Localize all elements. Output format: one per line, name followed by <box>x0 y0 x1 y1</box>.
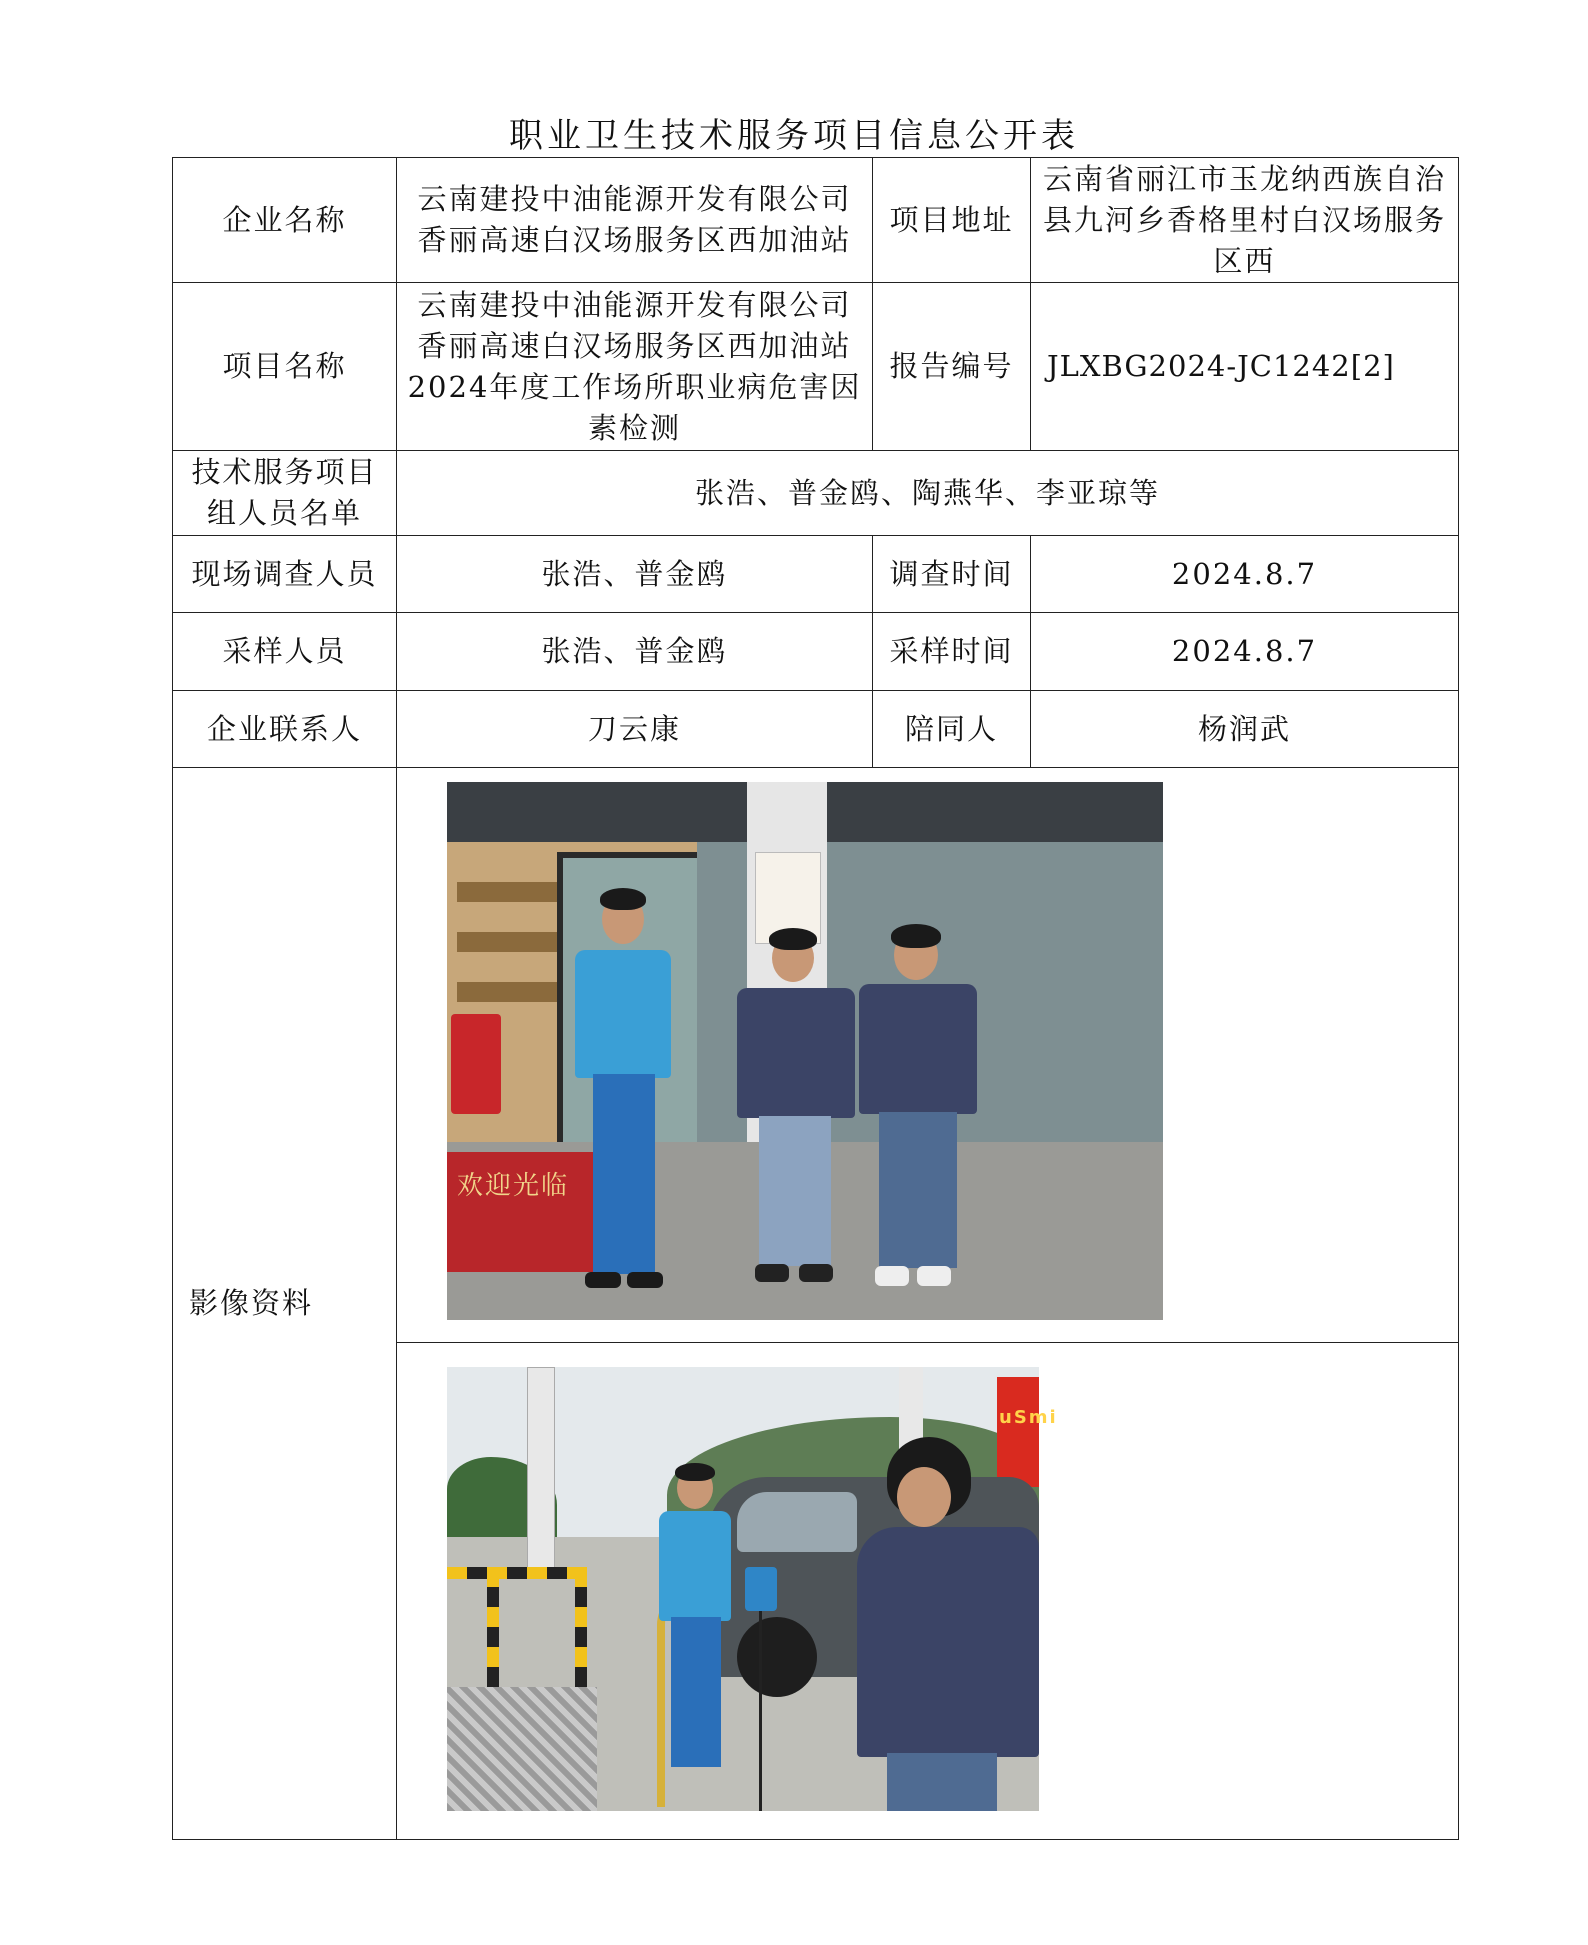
company-label: 企业名称 <box>173 158 397 283</box>
sampling-photo <box>447 1367 1058 1811</box>
survey-staff-value: 张浩、普金鸥 <box>397 536 873 613</box>
address-label: 项目地址 <box>873 158 1031 283</box>
project-value: 云南建投中油能源开发有限公司香丽高速白汉场服务区西加油站2024年度工作场所职业病危害因素检测 <box>397 283 873 451</box>
sampling-staff-label: 采样人员 <box>173 613 397 691</box>
sampling-time-value: 2024.8.7 <box>1031 613 1459 691</box>
sampling-time-label: 采样时间 <box>873 613 1031 691</box>
car-wheel <box>737 1617 817 1697</box>
sampling-staff-value: 张浩、普金鸥 <box>397 613 873 691</box>
brand-sign <box>997 1377 1058 1487</box>
mat-text: 欢迎光临 <box>457 1171 570 1201</box>
report-value: JLXBG2024-JC1242[2] <box>1031 283 1459 451</box>
team-label: 技术服务项目组人员名单 <box>173 451 397 536</box>
row-team <box>173 451 1459 536</box>
row-survey <box>173 536 1459 613</box>
company-value: 云南建投中油能源开发有限公司香丽高速白汉场服务区西加油站 <box>397 158 873 283</box>
contact-value: 刀云康 <box>397 691 873 768</box>
red-cooler <box>451 1014 501 1114</box>
escort-label: 陪同人 <box>873 691 1031 768</box>
survey-time-value: 2024.8.7 <box>1031 536 1459 613</box>
survey-staff-label: 现场调查人员 <box>173 536 397 613</box>
car-window <box>737 1492 857 1552</box>
brand-text: uSmi <box>999 1407 1058 1428</box>
images-label: 影像资料 <box>173 768 397 1840</box>
page-title: 职业卫生技术服务项目信息公开表 <box>509 116 1079 156</box>
row-contact <box>173 691 1459 768</box>
escort-value: 杨润武 <box>1031 691 1459 768</box>
safety-barrier <box>447 1567 587 1579</box>
floor-grate <box>447 1687 597 1811</box>
photo-cell-2 <box>397 1343 1459 1840</box>
row-company <box>173 158 1459 283</box>
project-label: 项目名称 <box>173 283 397 451</box>
sampling-device <box>745 1567 777 1611</box>
info-table <box>172 157 1459 1840</box>
report-label: 报告编号 <box>873 283 1031 451</box>
survey-time-label: 调查时间 <box>873 536 1031 613</box>
row-sampling <box>173 613 1459 691</box>
address-value: 云南省丽江市玉龙纳西族自治县九河乡香格里村白汉场服务区西 <box>1031 158 1459 283</box>
tripod <box>759 1611 762 1811</box>
contact-label: 企业联系人 <box>173 691 397 768</box>
row-photo-1 <box>173 768 1459 1343</box>
canopy-pole <box>527 1367 555 1569</box>
photo-cell-1 <box>397 768 1459 1343</box>
team-value: 张浩、普金鸥、陶燕华、李亚琼等 <box>397 451 1459 536</box>
row-project <box>173 283 1459 451</box>
team-photo <box>447 782 1163 1320</box>
